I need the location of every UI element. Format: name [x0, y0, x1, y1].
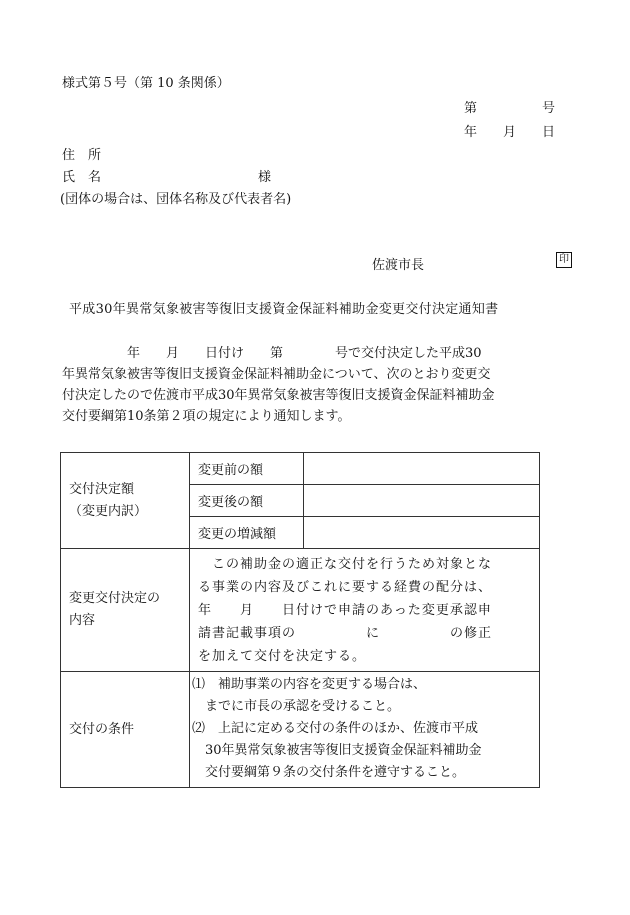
organization-note: (団体の場合は、団体名称及び代表者名) [60, 192, 292, 207]
body-line: 付決定したので佐渡市平成30年異常気象被害等復旧支援資金保証料補助金 [62, 388, 495, 403]
content-text-cell [190, 549, 540, 672]
form-number: 様式第５号（第 10 条関係） [62, 76, 230, 91]
decision-table [60, 452, 540, 788]
document-title: 平成30年異常気象被害等復旧支援資金保証料補助金変更交付決定通知書 [69, 302, 499, 317]
body-line: 年 月 日付け 第 号で交付決定した平成30 [62, 346, 482, 361]
seal-mark: 印 [556, 252, 572, 268]
body-line: 年異常気象被害等復旧支援資金保証料補助金について、次のとおり変更交 [62, 367, 491, 382]
content-line: 年 月 日付けで申請のあった変更承認申 [198, 603, 492, 618]
content-label-cell [61, 549, 190, 672]
condition-line: 交付要綱第９条の交付条件を遵守すること。 [192, 765, 466, 780]
address-label: 住 所 [62, 148, 102, 163]
content-line: る事業の内容及びこれに要する経費の配分は、 [198, 580, 493, 595]
content-line: を加えて交付を決定する。 [198, 649, 367, 664]
body-text [62, 343, 582, 427]
issuer: 佐渡市長 [372, 258, 425, 273]
conditions-label: 交付の条件 [61, 672, 190, 788]
condition-line: ⑵ 上記に定める交付の条件のほか、佐渡市平成 [192, 721, 479, 736]
difference-amount-value [304, 517, 540, 549]
name-honorific: 様 [258, 170, 272, 185]
condition-line: ⑴ 補助事業の内容を変更する場合は、 [192, 677, 427, 692]
before-amount-label: 変更前の額 [190, 453, 304, 485]
document-date: 年 月 日 [464, 125, 556, 140]
condition-line: までに市長の承認を受けること。 [192, 699, 401, 714]
content-label: 変更交付決定の [69, 591, 161, 606]
amount-label-cell [61, 453, 190, 549]
after-amount-value [304, 485, 540, 517]
name-label: 氏 名 [62, 170, 102, 185]
conditions-text-cell [190, 672, 540, 788]
amount-label: 交付決定額 [69, 481, 135, 497]
body-line: 交付要綱第10条第２項の規定により通知します。 [62, 409, 351, 424]
condition-line: 30年異常気象被害等復旧支援資金保証料補助金 [192, 743, 482, 758]
before-amount-value [304, 453, 540, 485]
difference-amount-label: 変更の増減額 [190, 517, 304, 549]
after-amount-label: 変更後の額 [190, 485, 304, 517]
content-line: 請書記載事項の に の修正 [198, 626, 493, 641]
content-line: この補助金の適正な交付を行うため対象とな [198, 557, 493, 572]
content-label-2: 内容 [69, 613, 96, 628]
amount-sublabel: （変更内訳） [69, 503, 148, 519]
document-number: 第 号 [464, 101, 556, 116]
